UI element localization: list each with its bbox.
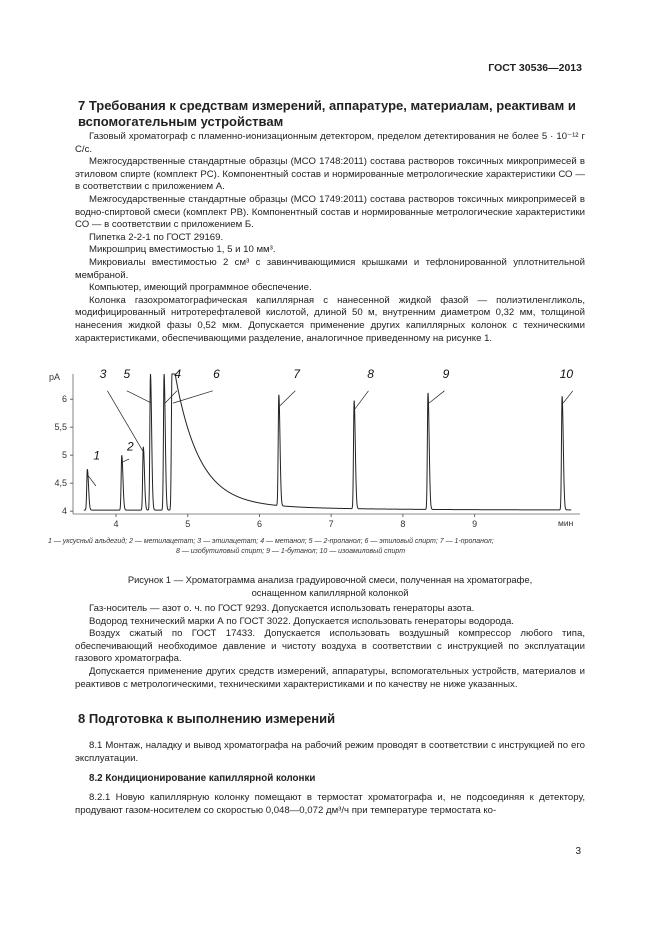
peak-label: 10: [559, 368, 574, 381]
peak-leader-line: [107, 391, 144, 454]
paragraph: 8.1 Монтаж, наладку и вывод хроматографа на рабочий режим проводят в соответствии с инструкцией по его эксплуатации.: [75, 740, 585, 764]
x-tick-label: 7: [328, 519, 334, 529]
section-8-body: [75, 740, 585, 765]
peak-label: 4: [174, 368, 182, 381]
caption-line: оснащенном капиллярной колонкой: [251, 586, 409, 598]
x-tick-label: 8: [400, 519, 406, 529]
x-tick-label: 4: [113, 519, 119, 529]
section-8-title: 8 Подготовка к выполнению измерений: [78, 711, 336, 726]
peak-label: 3: [99, 368, 107, 381]
peak-label: 7: [293, 368, 301, 381]
paragraph: 8.2.1 Новую капиллярную колонку помещают в термостат хроматографа и, не подсоединяя к детектору, продувают газом-носителем со скоростью 0,048—0,072 дм³/ч при температуре термостата ко-: [75, 792, 585, 816]
y-tick-label: 4,5: [54, 478, 67, 489]
paragraph: Межгосударственные стандартные образцы (МСО 1749:2011) состава растворов токсичных микропримесей в водно-спиртовой смеси (комплект РВ). Компонентный состав и нормированные метрологические характеристики СО — в соответствии с приложением Б.: [75, 193, 585, 231]
y-tick-label: 5,5: [54, 422, 67, 433]
y-axis-label: pA: [49, 372, 61, 382]
section-7-title: 7 Требования к средствам измерений, аппаратуре, материалам, реактивам и вспомогательным устройствам: [78, 98, 576, 129]
paragraph: Колонка газохроматографическая капиллярная с нанесенной жидкой фазой — полиэтиленгликоль, модифицированный нитротерефталевой кислотой, длиной 50 м, внутренним диаметром 0,32 мм, толщиной нанесения жидкой фазы 0,52 мкм. Допускается применение других капиллярных колонок с техническими характеристиками, обеспечивающими разделение, аналогичное приведенному на рисунке 1.: [75, 294, 585, 344]
section-7-body-continued: [75, 603, 585, 691]
peak-label: 2: [127, 439, 134, 454]
caption-line: Рисунок 1 — Хроматограмма анализа градуировочной смеси, полученная на хроматографе,: [127, 574, 533, 585]
peak-leader-line: [355, 391, 368, 409]
figure-caption: [60, 574, 600, 599]
paragraph: Межгосударственные стандартные образцы (МСО 1748:2011) состава растворов токсичных микропримесей в этиловом спирте (комплект РС). Компонентный состав и нормированные метрологические характеристики СО — в соответствии с приложением А.: [75, 156, 585, 193]
peak-label: 5: [123, 368, 131, 381]
chromatogram-trace: [84, 374, 571, 510]
paragraph: Воздух сжатый по ГОСТ 17433. Допускается использовать воздушный компрессор любого типа, обеспечивающий необходимое давление и чистоту воздуха в соответствии с инструкцией по эксплуатации газового хроматографа.: [75, 628, 585, 665]
legend-line: 8 — изобутиловый спирт; 9 — 1-бутанол; 10 — изоамиловый спирт: [176, 548, 406, 555]
x-tick-label: 5: [185, 519, 191, 529]
peak-label: 9: [442, 368, 450, 381]
peak-label: 6: [213, 368, 220, 381]
peak-leader-line: [563, 391, 573, 403]
legend-line: 1 — уксусный альдегид; 2 — метилацетат; 3 — этилацетат; 4 — метанол; 5 — 2-пропанол; 6 — этиловый спирт; 7 — 1-пропанол;: [48, 538, 494, 545]
peak-label: 1: [93, 448, 101, 463]
peak-leader-line: [280, 391, 295, 406]
peak-leader-line: [429, 391, 444, 403]
peak-label: 8: [367, 368, 374, 381]
paragraph: Компьютер, имеющий программное обеспечение.: [89, 282, 312, 294]
paragraph: Газ-носитель — азот о. ч. по ГОСТ 9293. Допускается использовать генераторы азота.: [89, 603, 475, 614]
page-number: 3: [575, 846, 581, 857]
y-tick-label: 4: [61, 506, 67, 517]
paragraph: Допускается применение других средств измерений, аппаратуры, вспомогательных устройств, материалов и реактивов с метрологическими, техническими характеристиками и по качеству не ниже указанных.: [75, 665, 585, 690]
paragraph: Микрошприц вместимостью 1, 5 и 10 мм³.: [89, 244, 276, 256]
y-tick-label: 6: [61, 394, 67, 405]
x-tick-label: 9: [472, 519, 478, 529]
y-tick-label: 5: [61, 450, 67, 461]
section-7-body: [75, 131, 585, 345]
x-axis-label: мин: [558, 518, 574, 528]
paragraph: Микровиалы вместимостью 2 см³ с завинчивающимися крышками и тефлонированной уплотнительной мембраной.: [75, 256, 585, 281]
chromatogram-chart: [40, 368, 585, 534]
subsection-8-2-title: 8.2 Кондиционирование капиллярной колонки: [89, 773, 316, 784]
figure-legend: [48, 537, 582, 557]
x-tick-label: 6: [256, 519, 262, 529]
peak-leader-line: [165, 391, 177, 403]
document-header: ГОСТ 30536—2013: [488, 62, 582, 74]
section-8-2-body: [75, 792, 585, 817]
peak-leader-line: [127, 391, 152, 403]
paragraph: Газовый хроматограф с пламенно-ионизационным детектором, пределом детектирования не более 5 · 10⁻¹² г С/с.: [75, 131, 585, 155]
paragraph: Пипетка 2-2-1 по ГОСТ 29169.: [89, 231, 224, 243]
peak-leader-line: [123, 459, 129, 462]
peak-leader-line: [88, 476, 96, 486]
paragraph: Водород технический марки А по ГОСТ 3022. Допускается использовать генераторы водорода.: [89, 615, 514, 627]
